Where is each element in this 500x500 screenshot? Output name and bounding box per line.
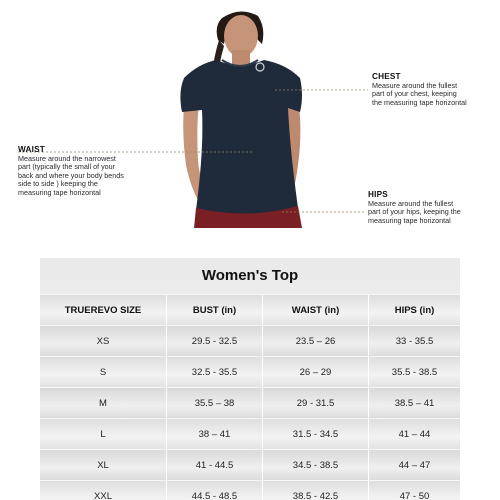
waist-title: WAIST xyxy=(18,145,45,154)
hips-annotation xyxy=(368,191,498,225)
hips-cell: 38.5 – 41 xyxy=(368,388,460,418)
waist-cell: 38.5 - 42.5 xyxy=(262,481,368,500)
header-size: TRUEREVO SIZE xyxy=(64,304,142,316)
chest-title: CHEST xyxy=(372,72,401,81)
model-figure xyxy=(0,0,500,240)
size-cell: XL xyxy=(97,459,109,471)
size-chart-grid xyxy=(40,294,460,500)
size-cell: L xyxy=(100,428,106,440)
size-chart-title: Women's Top xyxy=(40,258,460,294)
table-row xyxy=(40,387,460,418)
size-cell: M xyxy=(99,397,107,409)
header-row xyxy=(40,294,460,325)
table-row xyxy=(40,418,460,449)
waist-cell: 34.5 - 38.5 xyxy=(262,450,368,480)
neck xyxy=(232,50,250,66)
size-cell: S xyxy=(99,366,107,378)
hips-cell: 41 – 44 xyxy=(368,419,460,449)
chest-desc-line: part of your chest, keeping xyxy=(372,89,457,99)
header-hips: HIPS (in) xyxy=(368,295,460,325)
waist-cell: 23.5 – 26 xyxy=(262,326,368,356)
waist-desc-line: side to side ) keeping the xyxy=(18,179,98,189)
waist-cell: 31.5 - 34.5 xyxy=(262,419,368,449)
chest-desc-line: Measure around the fullest xyxy=(372,80,458,90)
hips-desc-line: Measure around the fullest xyxy=(368,198,454,208)
bust-cell: 32.5 - 35.5 xyxy=(166,357,262,387)
table-row xyxy=(40,480,460,500)
waist-desc-line: measuring tape horizontal xyxy=(18,187,101,197)
waist-desc-line: part (typically the small of your xyxy=(18,162,116,172)
hips-desc-line: measuring tape horizontal xyxy=(368,215,451,225)
chest-desc-line: the measuring tape horizontal xyxy=(372,97,467,107)
size-cell: XS xyxy=(96,335,110,347)
table-row xyxy=(40,325,460,356)
bust-cell: 41 - 44.5 xyxy=(166,450,262,480)
waist-cell: 26 – 29 xyxy=(262,357,368,387)
chest-annotation xyxy=(372,73,497,107)
waist-annotation xyxy=(18,146,168,198)
header-waist: WAIST (in) xyxy=(262,295,368,325)
waist-cell: 29 - 31.5 xyxy=(262,388,368,418)
waist-desc-line: back and where your body bends xyxy=(18,170,124,180)
header-bust: BUST (in) xyxy=(166,295,262,325)
bust-cell: 38 – 41 xyxy=(166,419,262,449)
bust-cell: 44.5 - 48.5 xyxy=(166,481,262,500)
bust-cell: 29.5 - 32.5 xyxy=(166,326,262,356)
size-cell: XXL xyxy=(94,490,112,500)
hips-cell: 47 - 50 xyxy=(368,481,460,500)
hips-cell: 35.5 - 38.5 xyxy=(368,357,460,387)
hips-cell: 33 - 35.5 xyxy=(368,326,460,356)
hips-cell: 44 – 47 xyxy=(368,450,460,480)
table-row xyxy=(40,449,460,480)
size-chart xyxy=(40,258,460,500)
t-shirt xyxy=(180,60,302,215)
hips-desc-line: part of your hips, keeping the xyxy=(368,207,461,217)
bust-cell: 35.5 – 38 xyxy=(166,388,262,418)
waist-desc-line: Measure around the narrowest xyxy=(18,153,116,163)
table-row xyxy=(40,356,460,387)
hips-title: HIPS xyxy=(368,190,388,199)
